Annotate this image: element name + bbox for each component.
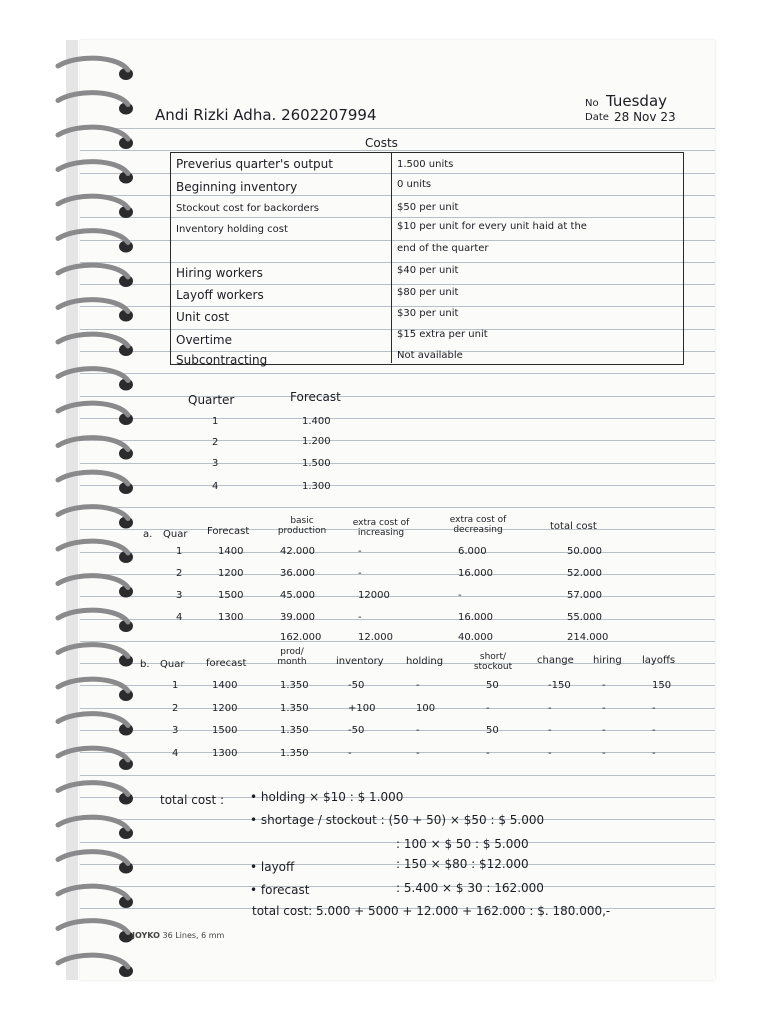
- plan-b-cell: 1.350: [280, 748, 309, 759]
- plan-b-cell: 1200: [212, 703, 238, 714]
- date-label: Date: [585, 112, 609, 123]
- total-cost-line: total cost: 5.000 + 5000 + 12.000 + 162.000 : $. 180.000,-: [252, 904, 611, 918]
- plan-a-cell: 1: [176, 546, 183, 557]
- plan-a-cell: 36.000: [280, 568, 315, 579]
- plan-b-cell: 50: [486, 725, 499, 736]
- forecast-header-quarter: Quarter: [188, 393, 235, 407]
- total-cost-line: • forecast: [250, 883, 310, 897]
- ruled-line: [80, 507, 715, 508]
- plan-b-cell: -50: [348, 725, 365, 736]
- ruled-line: [80, 418, 715, 419]
- plan-a-total: 162.000: [280, 632, 322, 643]
- costs-row-value-continued: end of the quarter: [397, 243, 489, 254]
- ruled-line: [80, 128, 715, 129]
- total-cost-line: • shortage / stockout : (50 + 50) × $50 : $ 5.000: [250, 813, 545, 827]
- plan-b-cell: -: [548, 748, 552, 759]
- plan-a-header: basic production: [277, 516, 327, 536]
- plan-a-cell: 2: [176, 568, 183, 579]
- total-cost-line: • layoff: [250, 860, 295, 874]
- plan-a-total: 214.000: [567, 632, 609, 643]
- plan-a-label: a.: [143, 529, 153, 540]
- forecast-quarter: 3: [212, 458, 219, 469]
- costs-row-label: Inventory holding cost: [176, 224, 288, 235]
- ruled-line: [80, 641, 715, 642]
- plan-a-cell: 6.000: [458, 546, 487, 557]
- forecast-value: 1.200: [302, 436, 331, 447]
- ruled-line: [80, 373, 715, 374]
- plan-a-total: 12.000: [358, 632, 393, 643]
- plan-a-header: Forecast: [207, 526, 250, 537]
- costs-row-label: Hiring workers: [176, 266, 263, 280]
- plan-b-cell: 1.350: [280, 703, 309, 714]
- date-text: 28 Nov 23: [614, 110, 676, 124]
- plan-b-header: change: [537, 655, 574, 666]
- plan-a-cell: 50.000: [567, 546, 602, 557]
- plan-b-header: inventory: [336, 656, 384, 667]
- plan-b-header: prod/ month: [277, 647, 307, 667]
- plan-b-cell: -: [602, 725, 606, 736]
- total-cost-label: total cost :: [160, 793, 225, 807]
- forecast-quarter: 4: [212, 481, 219, 492]
- plan-a-cell: 1500: [218, 590, 244, 601]
- plan-b-header: Quar: [160, 659, 185, 670]
- ruled-line: [80, 485, 715, 486]
- plan-a-cell: 52.000: [567, 568, 602, 579]
- spiral-binding: [48, 40, 138, 980]
- plan-a-cell: 12000: [358, 590, 390, 601]
- plan-b-cell: 4: [172, 748, 179, 759]
- costs-row-value: 0 units: [397, 179, 432, 190]
- costs-row-value: $30 per unit: [397, 308, 459, 319]
- plan-b-cell: -: [652, 703, 656, 714]
- plan-a-header: Quar: [163, 529, 188, 540]
- plan-b-cell: 100: [416, 703, 436, 714]
- costs-row-label: Stockout cost for backorders: [176, 203, 320, 214]
- plan-a-header: extra cost of decreasing: [449, 515, 507, 535]
- notebook-brand: [132, 931, 224, 940]
- plan-b-cell: -: [602, 748, 606, 759]
- costs-row-value: $10 per unit for every unit haid at the: [397, 221, 587, 232]
- ruled-line: [80, 440, 715, 441]
- costs-row-label: Preverius quarter's output: [176, 157, 333, 171]
- plan-b-cell: 1300: [212, 748, 238, 759]
- costs-row-value: 1.500 units: [397, 159, 454, 170]
- plan-b-header: hiring: [593, 655, 622, 666]
- plan-b-cell: +100: [348, 703, 376, 714]
- plan-b-cell: 150: [652, 680, 672, 691]
- plan-a-cell: 42.000: [280, 546, 315, 557]
- plan-a-total: 40.000: [458, 632, 493, 643]
- plan-a-cell: -: [358, 568, 362, 579]
- forecast-value: 1.300: [302, 481, 331, 492]
- plan-b-cell: 1400: [212, 680, 238, 691]
- plan-a-cell: -: [358, 546, 362, 557]
- plan-b-cell: 1: [172, 680, 179, 691]
- plan-a-cell: 16.000: [458, 612, 493, 623]
- plan-b-cell: -150: [548, 680, 571, 691]
- plan-b-cell: 1500: [212, 725, 238, 736]
- costs-row-label: Beginning inventory: [176, 180, 298, 194]
- costs-row-value: $40 per unit: [397, 265, 459, 276]
- forecast-quarter: 1: [212, 416, 219, 427]
- forecast-value: 1.500: [302, 458, 331, 469]
- plan-a-cell: 57.000: [567, 590, 602, 601]
- costs-title: Costs: [365, 136, 398, 150]
- plan-b-cell: 1.350: [280, 680, 309, 691]
- plan-b-cell: -: [486, 748, 490, 759]
- costs-row-value: Not available: [397, 350, 463, 361]
- ruled-line: [80, 150, 715, 151]
- plan-b-header: layoffs: [642, 655, 676, 666]
- total-cost-line: • holding × $10 : $ 1.000: [250, 790, 404, 804]
- plan-b-cell: -: [548, 703, 552, 714]
- plan-a-cell: -: [358, 612, 362, 623]
- plan-b-cell: 1.350: [280, 725, 309, 736]
- plan-a-cell: 1200: [218, 568, 244, 579]
- plan-a-cell: 3: [176, 590, 183, 601]
- costs-row-label: Overtime: [176, 333, 232, 347]
- plan-b-cell: -: [416, 725, 420, 736]
- costs-row-label: Subcontracting: [176, 353, 268, 367]
- plan-b-header: short/ stockout: [473, 652, 513, 672]
- plan-b-cell: -: [548, 725, 552, 736]
- day-text: Tuesday: [606, 92, 668, 110]
- plan-b-cell: -: [602, 680, 606, 691]
- plan-b-cell: -: [486, 703, 490, 714]
- costs-row-label: Unit cost: [176, 310, 230, 324]
- costs-row-value: $80 per unit: [397, 287, 459, 298]
- brand-spec: 36 Lines, 6 mm: [162, 931, 225, 940]
- costs-row-value: $15 extra per unit: [397, 329, 488, 340]
- plan-a-cell: 45.000: [280, 590, 315, 601]
- plan-a-cell: 55.000: [567, 612, 602, 623]
- plan-a-header: total cost: [550, 521, 597, 532]
- plan-a-header: extra cost of increasing: [352, 518, 410, 538]
- plan-b-cell: -: [416, 680, 420, 691]
- plan-b-cell: -: [602, 703, 606, 714]
- student-name: Andi Rizki Adha. 2602207994: [155, 106, 377, 124]
- costs-row-value: $50 per unit: [397, 202, 459, 213]
- plan-a-cell: 39.000: [280, 612, 315, 623]
- plan-b-cell: 50: [486, 680, 499, 691]
- plan-a-cell: -: [458, 590, 462, 601]
- plan-b-cell: -: [416, 748, 420, 759]
- costs-row-label: Layoff workers: [176, 288, 264, 302]
- plan-a-cell: 1400: [218, 546, 244, 557]
- plan-b-cell: -50: [348, 680, 365, 691]
- plan-a-cell: 4: [176, 612, 183, 623]
- forecast-quarter: 2: [212, 437, 219, 448]
- total-cost-line: : 150 × $80 : $12.000: [396, 857, 529, 871]
- plan-b-label: b.: [140, 659, 150, 670]
- total-cost-line: : 100 × $ 50 : $ 5.000: [396, 837, 529, 851]
- plan-b-cell: -: [348, 748, 352, 759]
- no-label: No: [585, 98, 599, 109]
- plan-b-cell: -: [652, 748, 656, 759]
- plan-b-cell: 2: [172, 703, 179, 714]
- plan-b-cell: 3: [172, 725, 179, 736]
- plan-a-cell: 1300: [218, 612, 244, 623]
- forecast-header-forecast: Forecast: [290, 390, 341, 404]
- plan-a-cell: 16.000: [458, 568, 493, 579]
- ruled-line: [80, 463, 715, 464]
- plan-b-cell: -: [652, 725, 656, 736]
- total-cost-line: : 5.400 × $ 30 : 162.000: [396, 881, 544, 895]
- plan-b-header: holding: [406, 656, 444, 667]
- brand-name: JOYKO: [132, 931, 160, 940]
- plan-b-header: forecast: [206, 658, 247, 669]
- ruled-line: [80, 775, 715, 776]
- ruled-line: [80, 396, 715, 397]
- forecast-value: 1.400: [302, 416, 331, 427]
- costs-table-divider: [391, 152, 392, 363]
- costs-title-underline: [170, 152, 682, 153]
